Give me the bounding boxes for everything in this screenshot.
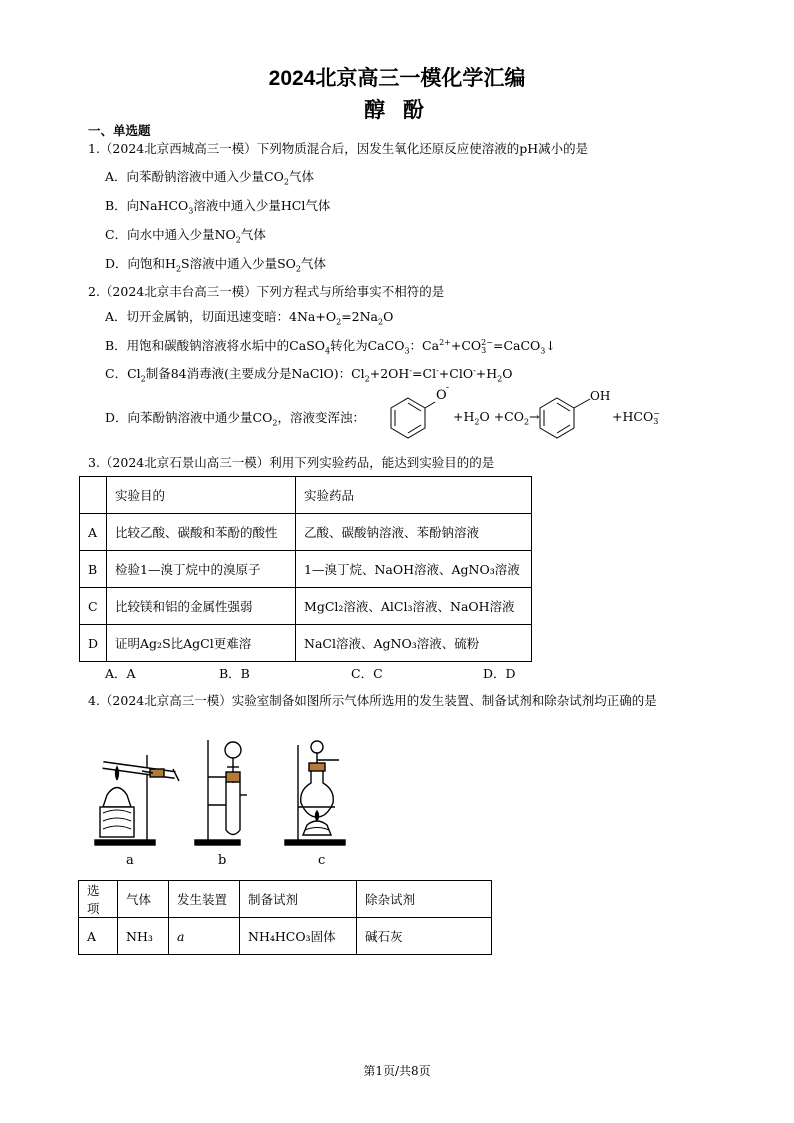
q4-stem: 4.（2024北京高三一模）实验室制备如图所示气体所选用的发生装置、制备试剂和除杂试剂均正确的是: [88, 693, 657, 708]
table-header: 除杂试剂: [357, 881, 492, 918]
table-cell: C: [80, 588, 107, 625]
table-row: [80, 625, 532, 662]
table-cell: MgCl₂溶液、AlCl₃溶液、NaOH溶液: [296, 588, 532, 625]
q3-option-a: A．A: [105, 666, 136, 681]
q2-option-b: B．用饱和碳酸钠溶液将水垢中的CaSO$_4$转化为CaCO$_3$：$Ca^{2+}+CO$ 2− 3 =CaCO$_3$↓: [105, 337, 556, 356]
q3-option-c: C．C: [351, 666, 383, 681]
apparatus-figure: [95, 735, 355, 855]
table-cell: a: [169, 918, 240, 955]
q1-stem: 1.（2024北京西城高三一模）下列物质混合后，因发生氧化还原反应使溶液的pH减小的是: [88, 141, 589, 156]
section-heading: 一、单选题: [88, 124, 151, 138]
q2-option-c: C．$Cl_2$制备84消毒液(主要成分是NaClO)：$Cl_2+2OH^-=Cl^-+ClO^-+H_2O$: [105, 365, 513, 384]
q3-option-d: D．D: [483, 666, 516, 681]
phenoxide-charge: -: [446, 383, 450, 393]
table-row: [80, 551, 532, 588]
table-cell: 碱石灰: [357, 918, 492, 955]
page-footer: 第1页/共8页: [363, 1064, 431, 1078]
q2-option-d: D．向苯酚钠溶液中通少量$CO_2$，溶液变浑浊：: [105, 410, 365, 428]
phenoxide-structure: [383, 393, 443, 443]
page-title: 2024北京高三一模化学汇编: [268, 67, 526, 90]
table-header: 制备试剂: [240, 881, 357, 918]
table-cell: 乙酸、碳酸钠溶液、苯酚钠溶液: [296, 514, 532, 551]
table-cell: NH₃: [118, 918, 169, 955]
fig-label-a: a: [126, 853, 134, 868]
table-header: 气体: [118, 881, 169, 918]
table-row: [80, 514, 532, 551]
table-cell: 检验1—溴丁烷中的溴原子: [107, 551, 296, 588]
table-header: 实验目的: [107, 477, 296, 514]
table-cell: 比较乙酸、碳酸和苯酚的酸性: [107, 514, 296, 551]
table-cell: D: [80, 625, 107, 662]
table-cell: NaCl溶液、AgNO₃溶液、硫粉: [296, 625, 532, 662]
q3-table: [79, 476, 532, 662]
table-row: [80, 588, 532, 625]
table-cell: A: [80, 514, 107, 551]
q4-table: [78, 880, 492, 955]
q1-option-b: B．向NaHCO$_3$溶液中通入少量HCl气体: [105, 198, 331, 216]
q2-stem: 2.（2024北京丰台高三一模）下列方程式与所给事实不相符的是: [88, 284, 445, 299]
q2-option-a: A．切开金属钠，切面迅速变暗：$4Na+O_2=2Na_2O$: [105, 309, 394, 327]
table-cell: 1—溴丁烷、NaOH溶液、AgNO₃溶液: [296, 551, 532, 588]
page-subtitle: 醇 酚: [364, 99, 430, 122]
q3-stem: 3.（2024北京石景山高三一模）利用下列实验药品，能达到实验目的的是: [88, 455, 495, 470]
apparatus-a-icon: [95, 755, 179, 845]
q3-option-b: B．B: [219, 666, 250, 681]
table-row: [79, 918, 492, 955]
q1-option-d: D．向饱和$H_2S$溶液中通入少量$SO_2$气体: [105, 256, 327, 274]
phenoxide-o-label: O: [436, 388, 447, 403]
table-header: 实验药品: [296, 477, 532, 514]
table-cell: [80, 477, 107, 514]
q2-d-product: +HCO − 3: [612, 408, 660, 426]
table-cell: NH₄HCO₃固体: [240, 918, 357, 955]
q2-d-reactants: $+H_2O +CO_2\to$: [453, 409, 540, 427]
table-cell: 证明Ag₂S比AgCl更难溶: [107, 625, 296, 662]
apparatus-b-icon: [195, 740, 247, 845]
q1-option-c: C．向水中通入少量$NO_2$气体: [105, 227, 266, 245]
fig-label-b: b: [218, 853, 227, 868]
table-header: 选项: [79, 881, 118, 918]
q1-option-a: A．向苯酚钠溶液中通入少量$CO_2$气体: [105, 169, 314, 187]
table-cell: 比较镁和铝的金属性强弱: [107, 588, 296, 625]
table-cell: B: [80, 551, 107, 588]
table-cell: A: [79, 918, 118, 955]
fig-label-c: c: [318, 853, 326, 868]
apparatus-c-icon: [285, 741, 345, 845]
phenol-oh-label: OH: [590, 389, 611, 403]
table-header: 发生装置: [169, 881, 240, 918]
table-header-row: [80, 477, 532, 514]
table-header-row: [79, 881, 492, 918]
